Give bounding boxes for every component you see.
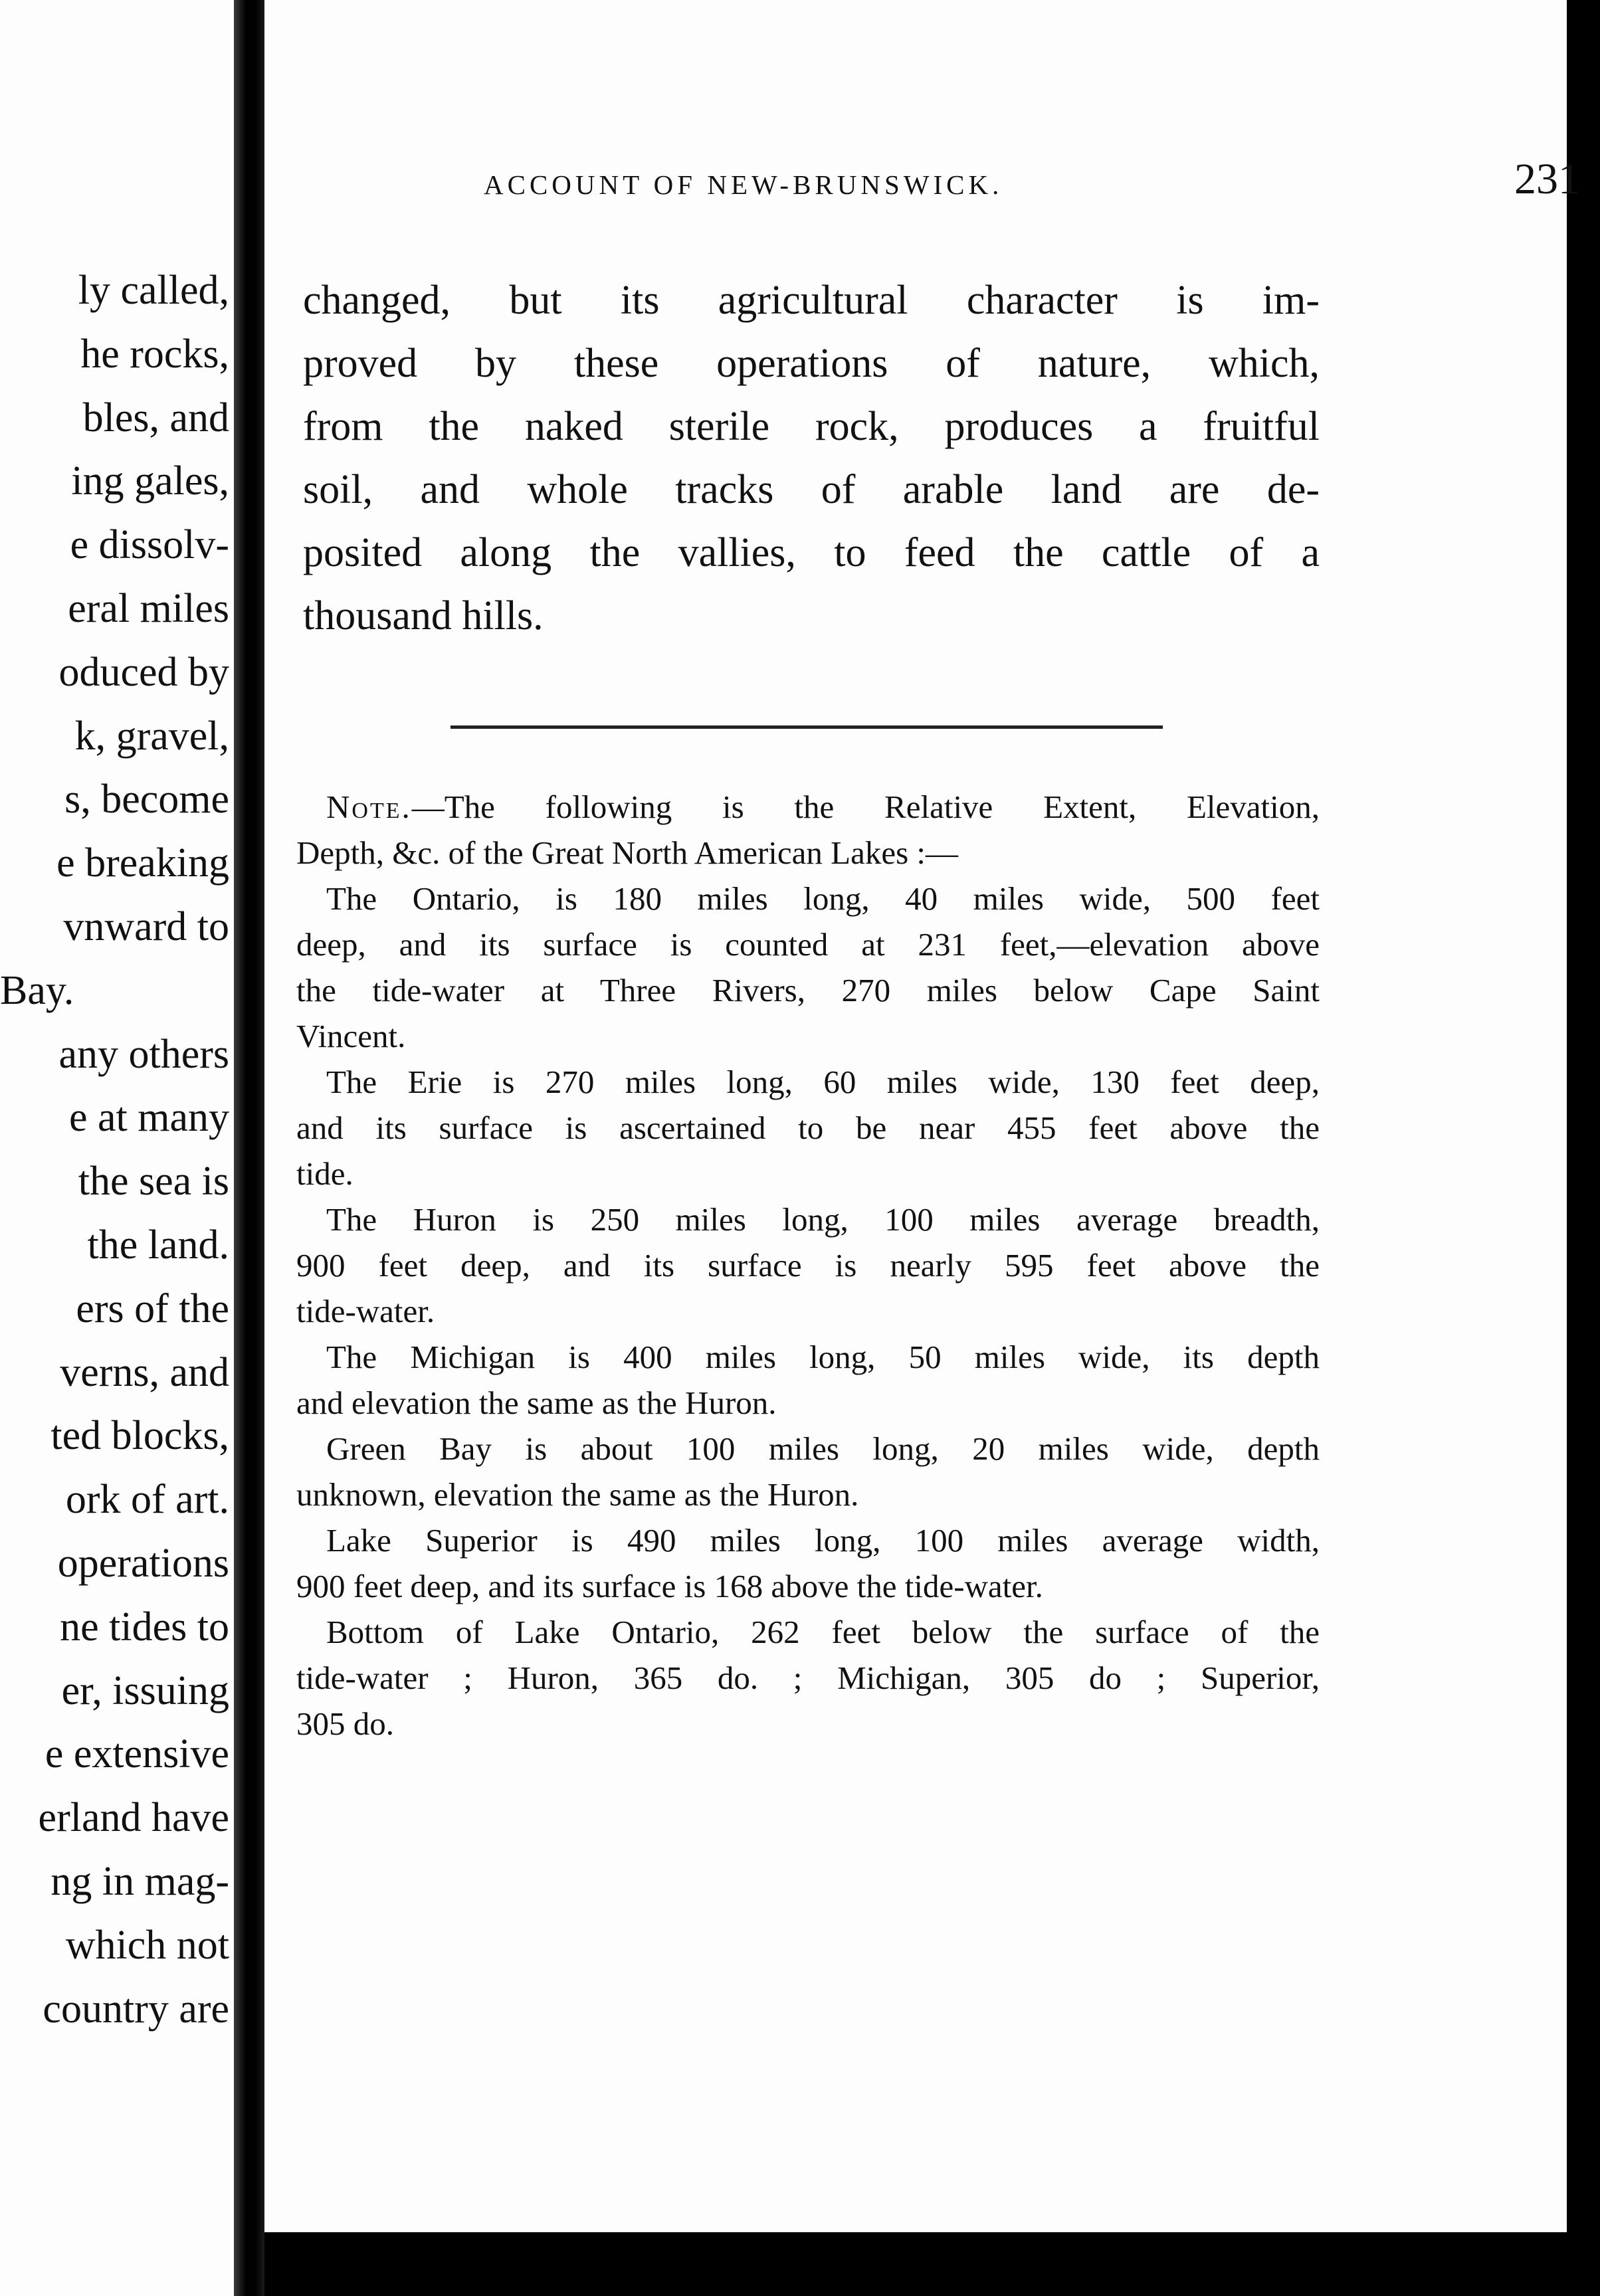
left-line: e dissolv- [70,522,229,568]
note-line: and elevation the same as the Huron. [296,1385,777,1421]
note-line: The Erie is 270 miles long, 60 miles wide, 130 feet deep, [326,1064,1320,1100]
left-line: operations [57,1540,229,1586]
note-line: The Michigan is 400 miles long, 50 miles wide, its depth [326,1339,1320,1375]
left-line: which not [65,1922,229,1968]
note-line: unknown, elevation the same as the Huron. [296,1476,859,1513]
note-line: tide-water. [296,1293,435,1329]
note-line: The Ontario, is 180 miles long, 40 miles wide, 500 feet [326,880,1320,917]
note-line: Vincent. [296,1018,406,1054]
left-line: erland have [38,1795,229,1841]
running-title: ACCOUNT OF NEW-BRUNSWICK. [484,169,1003,200]
body-line: proved by these operations of nature, which, [303,341,1320,386]
note-line: the tide-water at Three Rivers, 270 miles below Cape Saint [296,972,1320,1008]
note-line: Bottom of Lake Ontario, 262 feet below the surface of the [326,1614,1320,1650]
note-line: deep, and its surface is counted at 231 feet,—elevation above [296,926,1320,963]
body-line: posited along the vallies, to feed the cattle of a [303,530,1320,575]
note-line: 900 feet deep, and its surface is 168 above the tide-water. [296,1568,1043,1604]
note-label: Note. [326,789,412,825]
left-line: the land. [87,1222,229,1268]
note-line: tide. [296,1155,353,1192]
note-line-text: —The following is the Relative Extent, Elevation, [411,789,1320,825]
left-line: oduced by [58,649,229,695]
note-line: The Huron is 250 miles long, 100 miles average breadth, [326,1201,1320,1238]
left-line: any others [58,1031,229,1077]
left-line: verns, and [60,1349,229,1395]
book-gutter [234,0,264,2296]
note-line: tide-water ; Huron, 365 do. ; Michigan, 305 do ; Superior, [296,1660,1320,1696]
note-line: Lake Superior is 490 miles long, 100 miles average width, [326,1522,1320,1559]
left-line: bles, and [82,395,229,440]
left-line: k, gravel, [74,713,229,759]
footnote [296,784,1320,1747]
page-number: 231 [1514,155,1580,203]
left-line: the sea is [78,1159,229,1204]
note-line: 900 feet deep, and its surface is nearly 595 feet above the [296,1247,1320,1284]
right-page [264,0,1580,2232]
left-line: ne tides to [60,1604,229,1650]
left-facing-page [0,0,234,2296]
main-paragraph [303,269,1320,648]
left-line: ted blocks, [50,1413,229,1459]
note-line [296,784,1320,830]
left-line: country are [43,1986,229,2032]
body-line: thousand hills. [303,593,544,638]
note-line: and its surface is ascertained to be near 455 feet above the [296,1109,1320,1146]
left-line: he rocks, [80,331,229,377]
left-line: s, become [64,777,229,822]
left-page-text [0,259,229,2041]
left-line: ng in mag- [50,1858,229,1904]
note-line: 305 do. [296,1705,394,1742]
section-divider [450,725,1163,729]
left-line: vnward to [63,904,229,949]
left-line: ing gales, [71,458,229,504]
body-line: soil, and whole tracks of arable land are de- [303,467,1320,512]
left-line: ly called, [78,268,229,313]
left-line: e extensive [45,1731,229,1777]
left-line: e at many [68,1095,229,1141]
left-line: eral miles [68,585,229,631]
note-line: Green Bay is about 100 miles long, 20 miles wide, depth [326,1430,1320,1467]
left-line: Bay. [0,967,74,1013]
body-line: from the naked sterile rock, produces a fruitful [303,404,1320,449]
body-line: changed, but its agricultural character is im- [303,278,1320,323]
note-line: Depth, &c. of the Great North American Lakes :— [296,834,959,871]
left-line: er, issuing [61,1668,229,1713]
left-line: ork of art. [65,1477,229,1523]
left-line: ers of the [76,1286,229,1331]
running-head [484,154,1580,214]
left-line: e breaking [56,840,229,886]
